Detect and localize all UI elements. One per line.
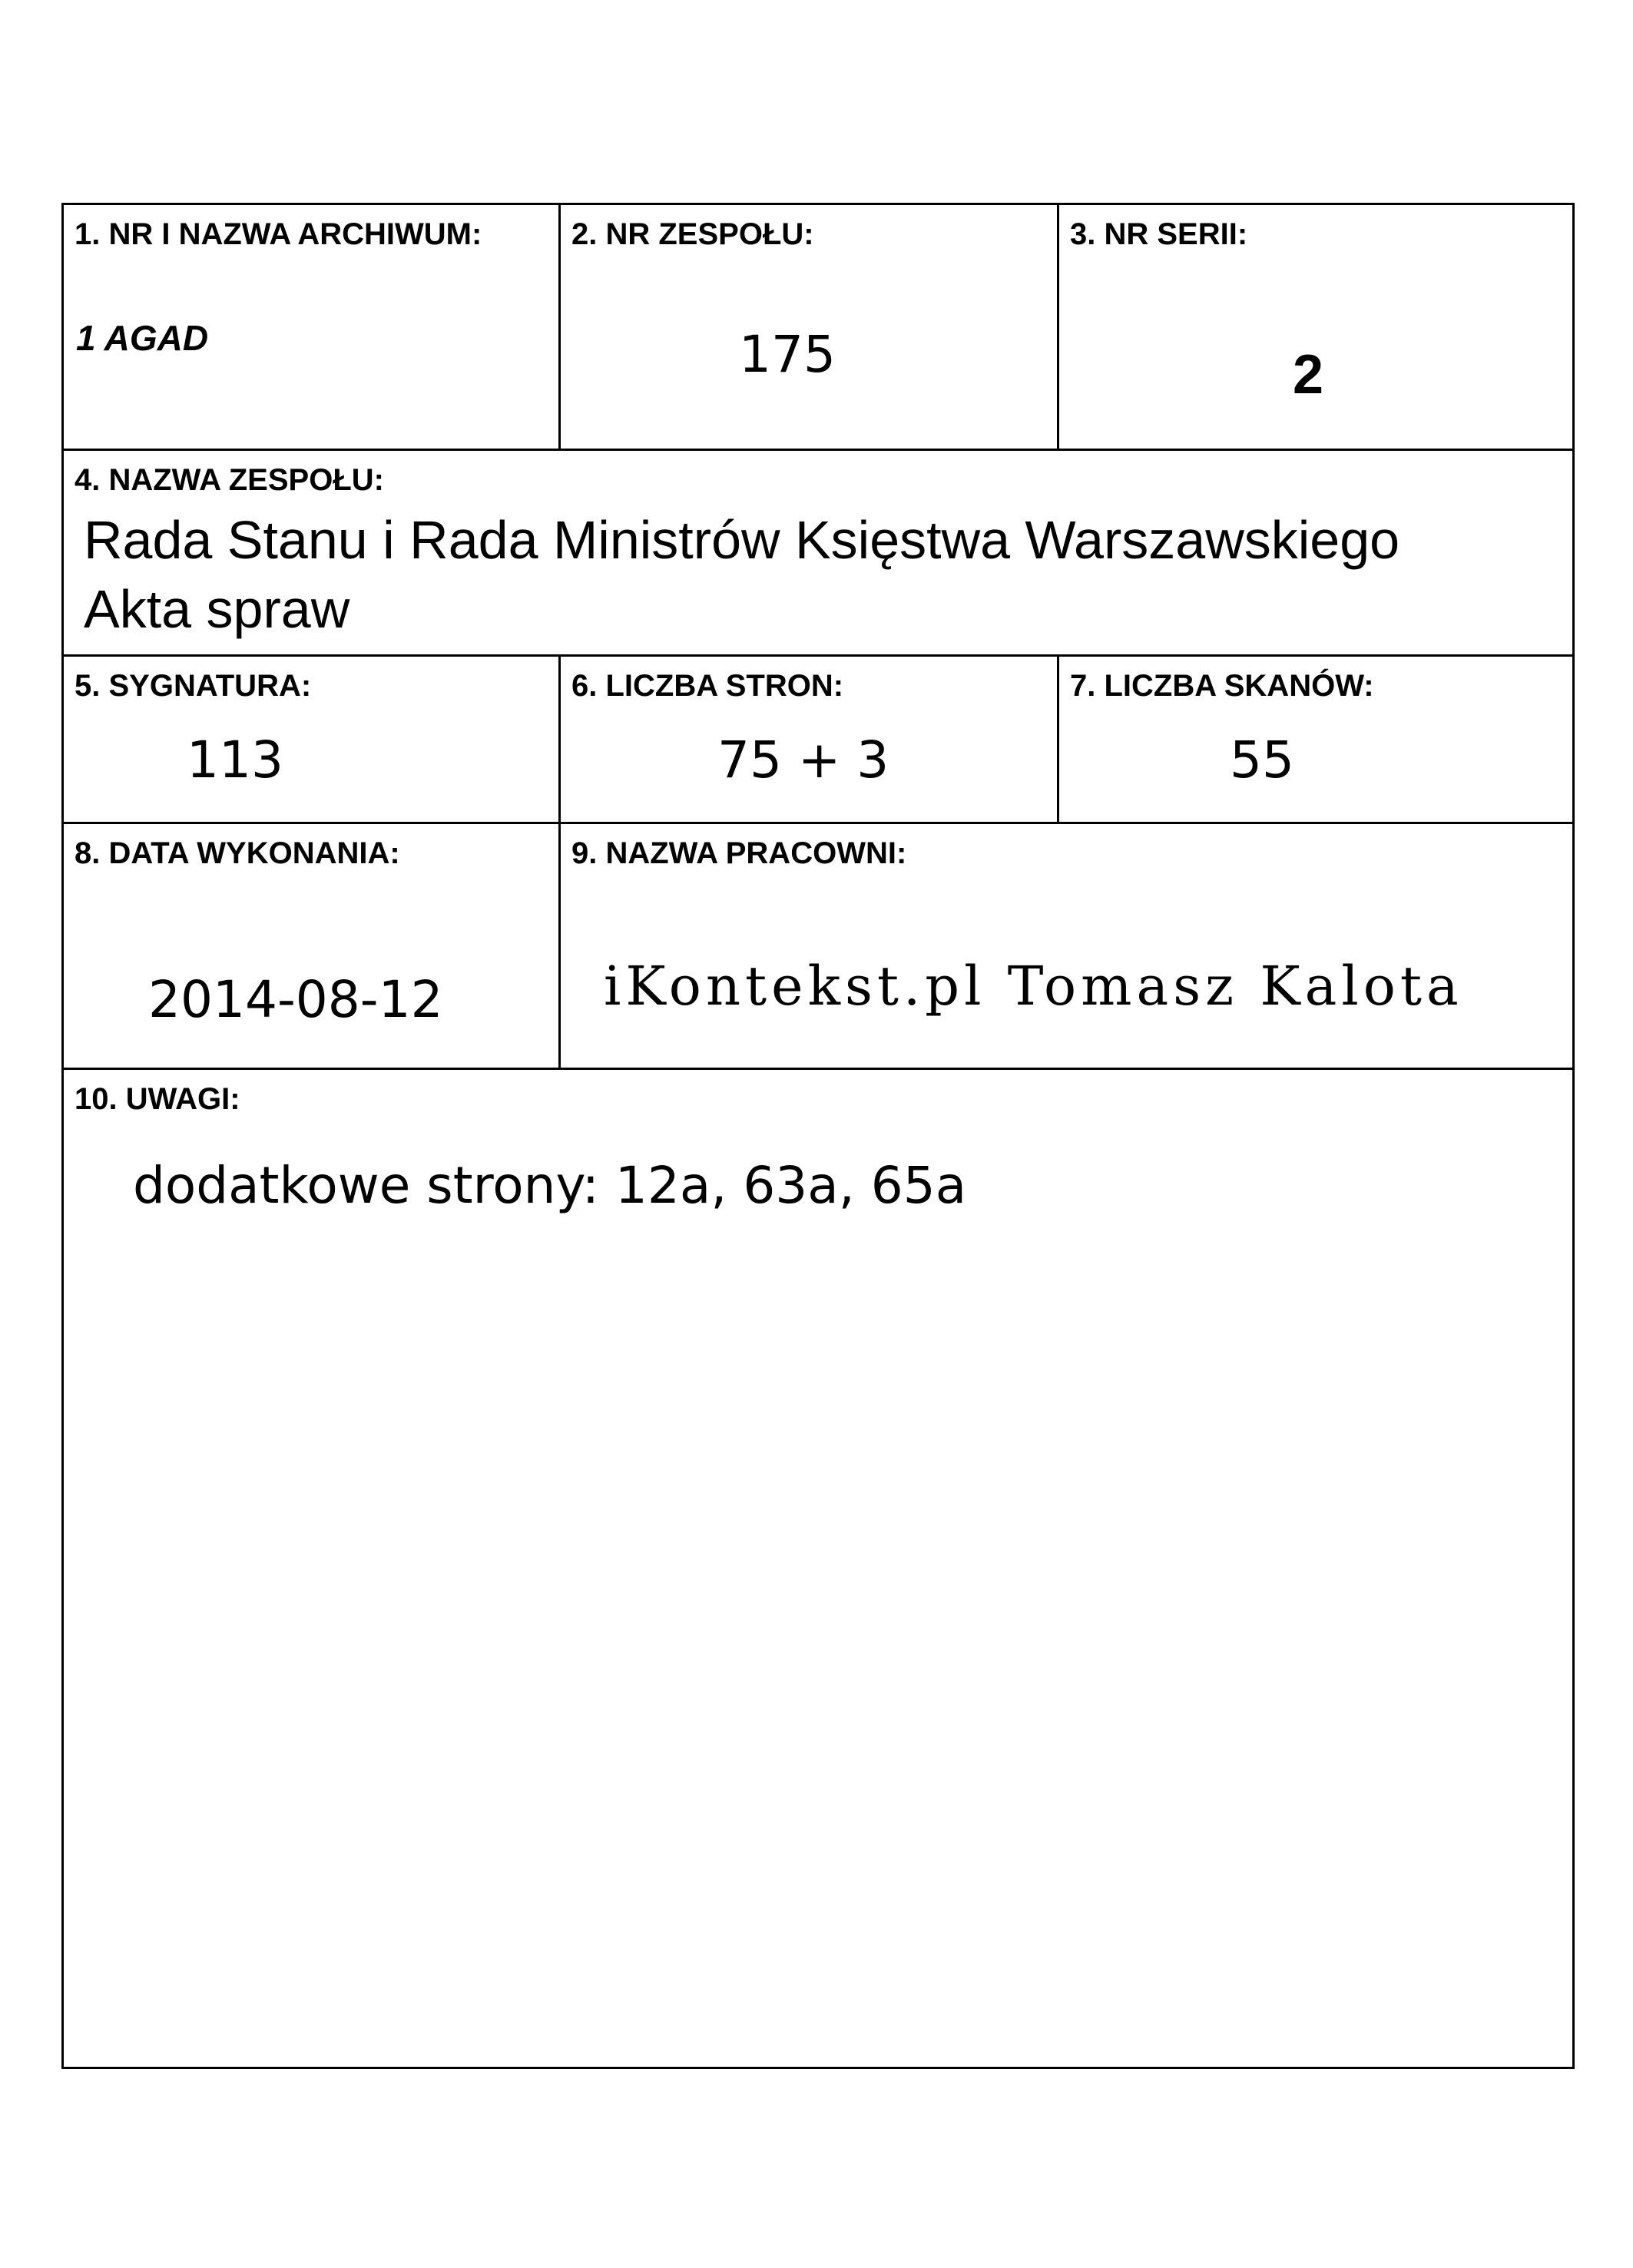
signature-value: 113 xyxy=(187,730,283,790)
series-number-value: 2 xyxy=(1293,344,1324,406)
archive-metric-form xyxy=(61,203,1575,2069)
remarks-label: 10. UWAGI: xyxy=(75,1082,240,1116)
workshop-value: iKontekst.pl Tomasz Kalota xyxy=(604,955,1463,1018)
page-count-value: 75 + 3 xyxy=(717,730,889,790)
scan-count-cell xyxy=(1059,657,1572,822)
archive-cell xyxy=(64,205,561,449)
form-row-4 xyxy=(64,824,1572,1070)
workshop-cell xyxy=(561,824,1572,1068)
archive-label: 1. NR I NAZWA ARCHIWUM: xyxy=(75,217,482,251)
fonds-name-label: 4. NAZWA ZESPOŁU: xyxy=(75,463,384,497)
date-value: 2014-08-12 xyxy=(148,970,443,1029)
scan-count-label: 7. LICZBA SKANÓW: xyxy=(1070,669,1374,703)
workshop-label: 9. NAZWA PRACOWNI: xyxy=(571,836,907,870)
series-number-cell xyxy=(1059,205,1572,449)
fonds-name-value-line1: Rada Stanu i Rada Ministrów Księstwa Warszawskiego xyxy=(84,510,1400,570)
date-cell xyxy=(64,824,561,1068)
fonds-number-value: 175 xyxy=(739,325,836,384)
signature-cell xyxy=(64,657,561,822)
form-row-2 xyxy=(64,451,1572,657)
form-row-1 xyxy=(64,205,1572,451)
page-count-label: 6. LICZBA STRON: xyxy=(571,669,844,703)
fonds-number-cell xyxy=(561,205,1059,449)
page-count-cell xyxy=(561,657,1059,822)
series-number-label: 3. NR SERII: xyxy=(1070,217,1248,251)
date-label: 8. DATA WYKONANIA: xyxy=(75,836,400,870)
form-row-3 xyxy=(64,657,1572,824)
fonds-number-label: 2. NR ZESPOŁU: xyxy=(571,217,814,251)
form-row-5 xyxy=(64,1070,1572,2067)
scan-count-value: 55 xyxy=(1230,730,1294,790)
fonds-name-value-line2: Akta spraw xyxy=(84,579,350,639)
remarks-value: dodatkowe strony: 12a, 63a, 65a xyxy=(133,1156,967,1215)
archive-value: 1 AGAD xyxy=(76,318,209,358)
signature-label: 5. SYGNATURA: xyxy=(75,669,312,703)
